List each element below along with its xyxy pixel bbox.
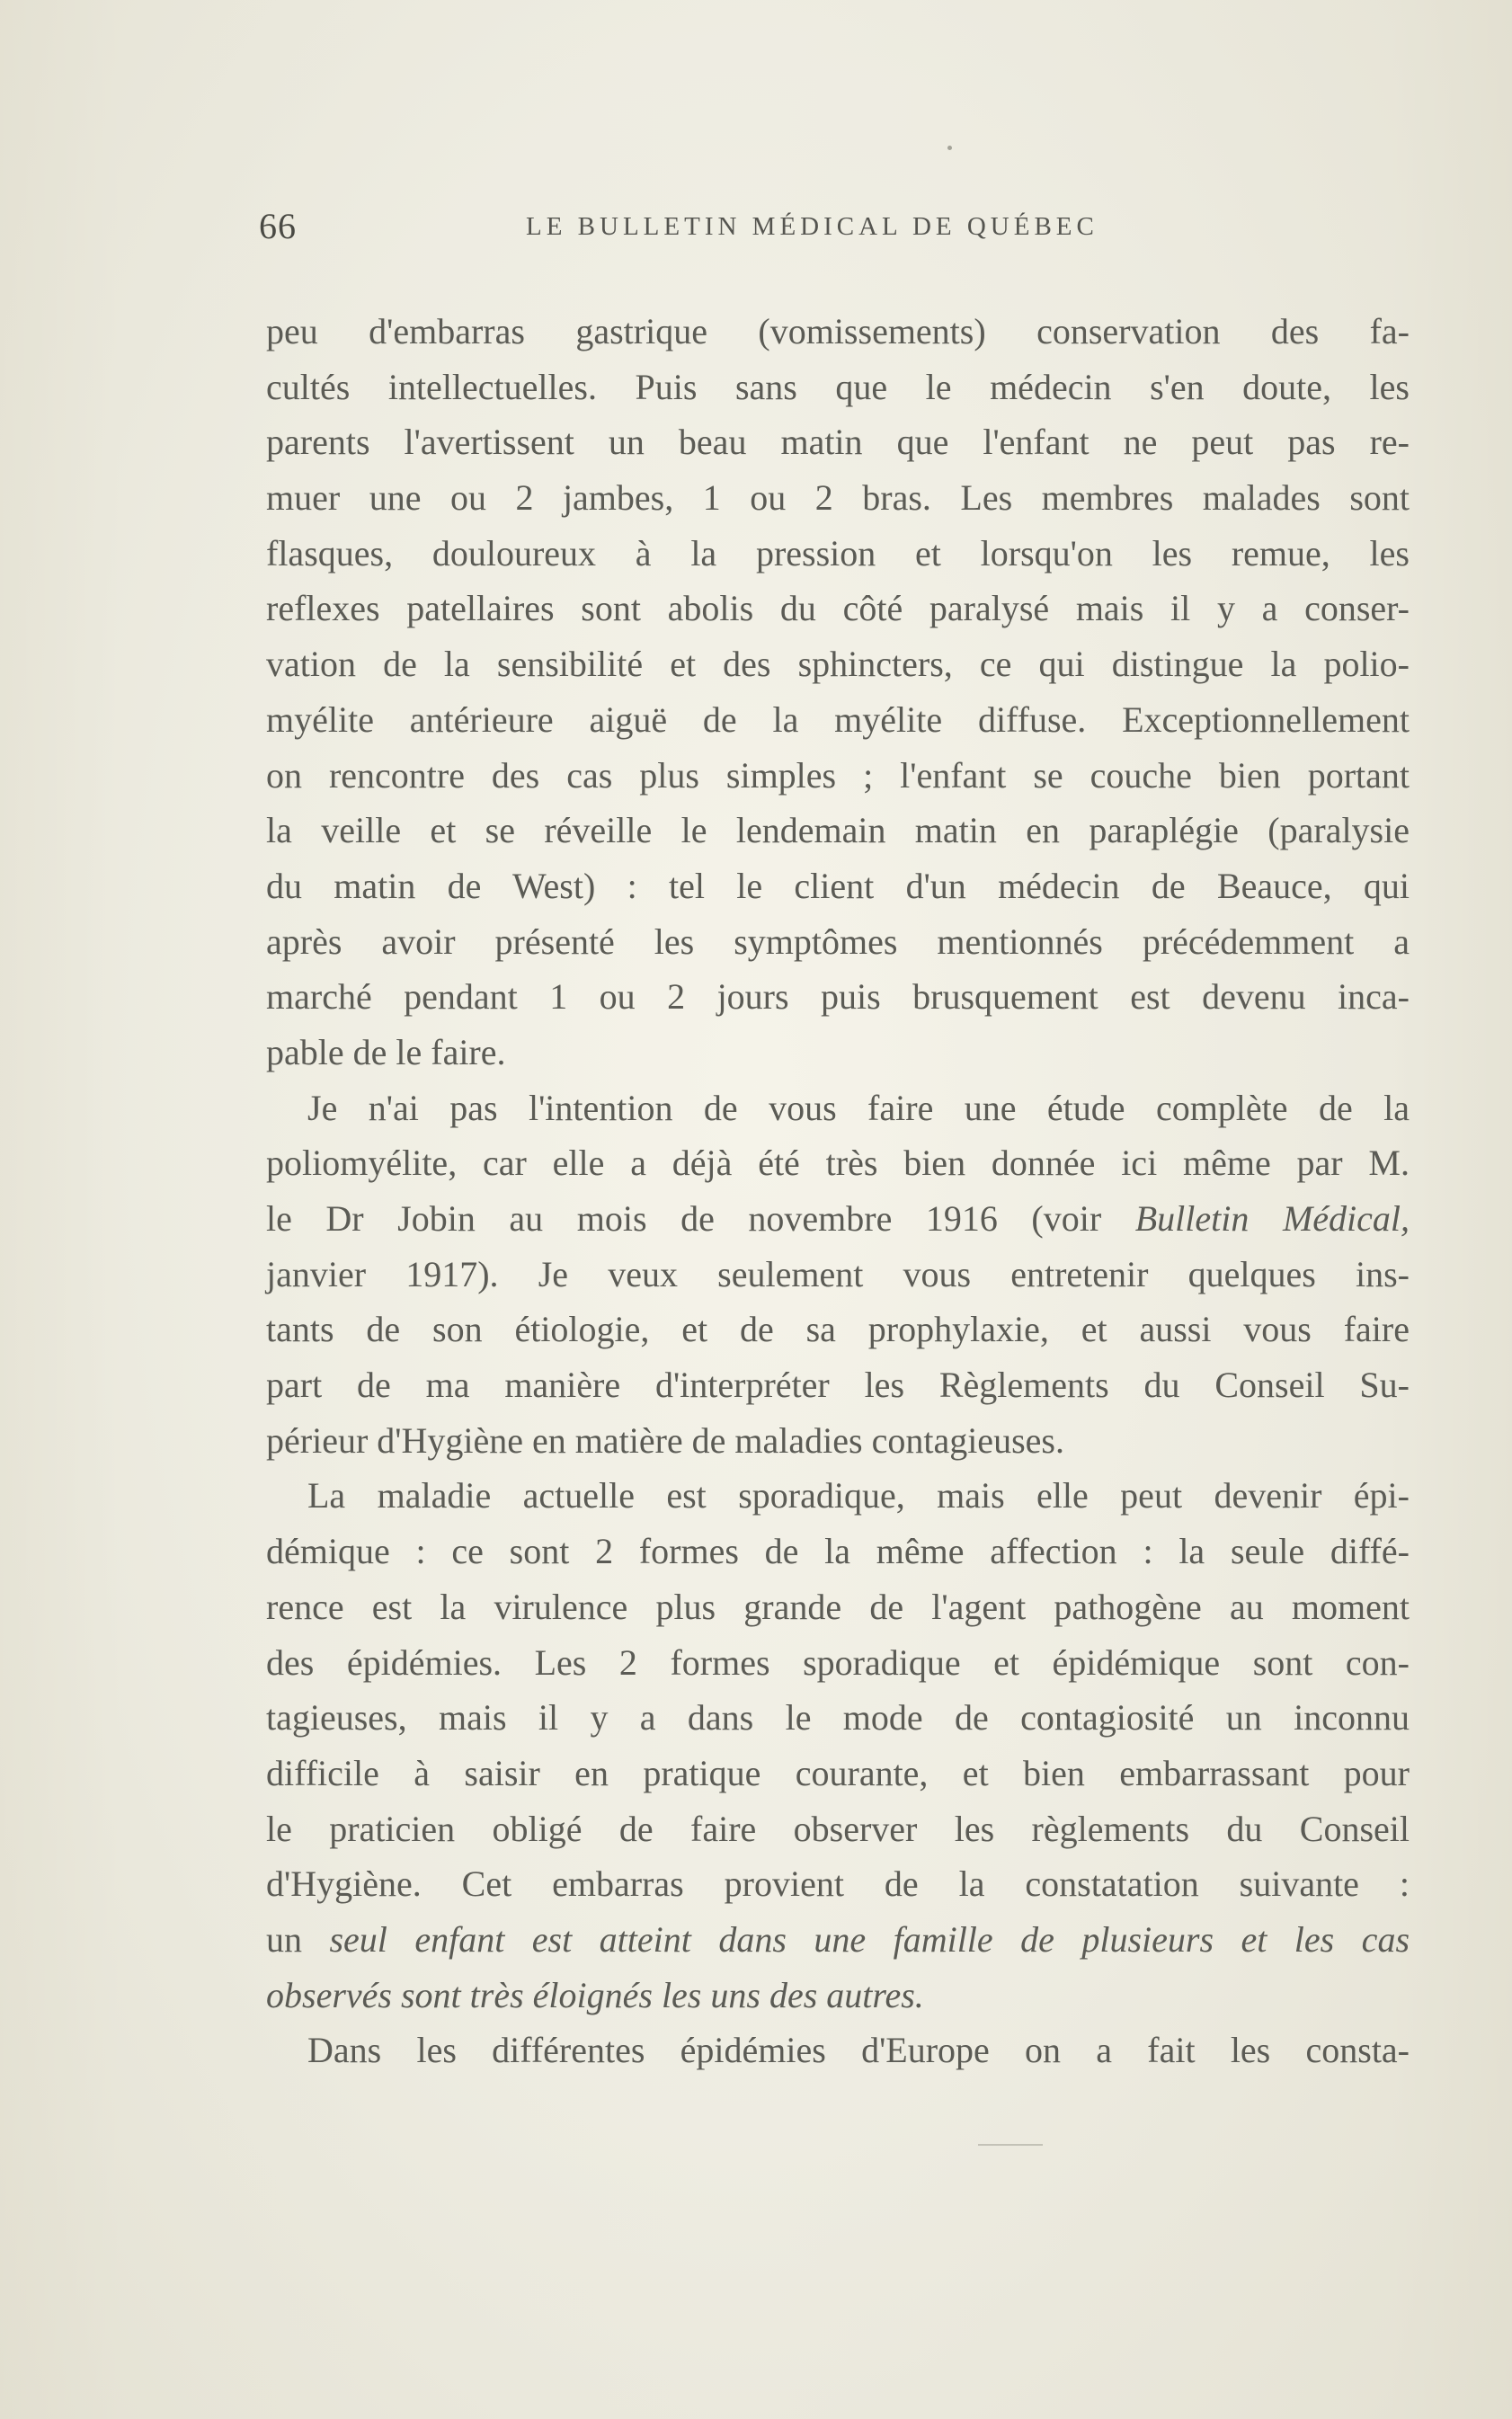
text-line: du matin de West) : tel le client d'un médecin de Beauce, qui xyxy=(266,865,1410,906)
text-line: le praticien obligé de faire observer les règlements du Conseil xyxy=(266,1808,1410,1849)
text-line-with-reference xyxy=(266,1191,1410,1247)
text-line: après avoir présenté les symptômes mentionnés précédemment a xyxy=(266,920,1410,962)
text-line: muer une ou 2 jambes, 1 ou 2 bras. Les membres malades sont xyxy=(266,477,1410,519)
page-number: 66 xyxy=(259,206,297,246)
text-line: myélite antérieure aiguë de la myélite diffuse. Exceptionnellement xyxy=(266,698,1410,740)
emphasis-line: observés sont très éloignés les uns des autres. xyxy=(266,1974,924,2015)
text-line: janvier 1917). Je veux seulement vous entretenir quelques ins- xyxy=(266,1253,1410,1294)
text-line: peu d'embarras gastrique (vomissements) conservation des fa- xyxy=(266,311,1410,351)
ink-speck xyxy=(947,146,952,150)
emphasis-text: seul enfant est atteint dans une famille de plusieurs et les cas xyxy=(329,1918,1410,1960)
text-line: marché pendant 1 ou 2 jours puis brusquement est devenu inca- xyxy=(266,976,1410,1018)
text-line: vation de la sensibilité et des sphincters, ce qui distingue la polio- xyxy=(266,644,1410,685)
text-line: rence est la virulence plus grande de l'agent pathogène au moment xyxy=(266,1586,1410,1627)
text-line: tagieuses, mais il y a dans le mode de contagiosité un inconnu xyxy=(266,1697,1410,1739)
text-line: cultés intellectuelles. Puis sans que le médecin s'en doute, les xyxy=(266,366,1410,407)
text-line: des épidémies. Les 2 formes sporadique et épidémique sont con- xyxy=(266,1641,1410,1683)
text-line-emphasis xyxy=(266,1912,1410,1968)
journal-reference: Bulletin Médical, xyxy=(1134,1198,1410,1239)
text-line: parents l'avertissent un beau matin que l'enfant ne peut pas re- xyxy=(266,422,1410,463)
text-line: démique : ce sont 2 formes de la même affection : la seule diffé- xyxy=(266,1531,1410,1572)
text-line: Dans les différentes épidémies d'Europe on a fait les consta- xyxy=(307,2030,1410,2071)
text-line: tants de son étiologie, et de sa prophylaxie, et aussi vous faire xyxy=(266,1309,1410,1350)
text-line: périeur d'Hygiène en matière de maladies contagieuses. xyxy=(266,1419,1064,1461)
text-line: pable de le faire. xyxy=(266,1031,506,1072)
text-line: difficile à saisir en pratique courante, et bien embarrassant pour xyxy=(266,1752,1410,1793)
text-line: La maladie actuelle est sporadique, mais elle peut devenir épi- xyxy=(307,1475,1410,1516)
text-line: reflexes patellaires sont abolis du côté paralysé mais il y a conser- xyxy=(266,588,1410,629)
text-line: Je n'ai pas l'intention de vous faire une étude complète de la xyxy=(307,1087,1410,1128)
text-line: poliomyélite, car elle a déjà été très bien donnée ici même par M. xyxy=(266,1143,1410,1184)
running-head: LE BULLETIN MÉDICAL DE QUÉBEC xyxy=(526,212,1098,241)
text-line: flasques, douloureux à la pression et lorsqu'on les remue, les xyxy=(266,532,1410,574)
text-line: on rencontre des cas plus simples ; l'enfant se couche bien portant xyxy=(266,754,1410,796)
body-text xyxy=(266,304,1410,2078)
text-segment: le Dr Jobin au mois de novembre 1916 (voir xyxy=(266,1198,1135,1239)
text-line: d'Hygiène. Cet embarras provient de la constatation suivante : xyxy=(266,1863,1410,1905)
text-segment: un xyxy=(266,1918,330,1960)
text-line: part de ma manière d'interpréter les Règlements du Conseil Su- xyxy=(266,1365,1410,1406)
scan-artifact xyxy=(978,2144,1043,2146)
text-line: la veille et se réveille le lendemain matin en paraplégie (paralysie xyxy=(266,810,1410,851)
